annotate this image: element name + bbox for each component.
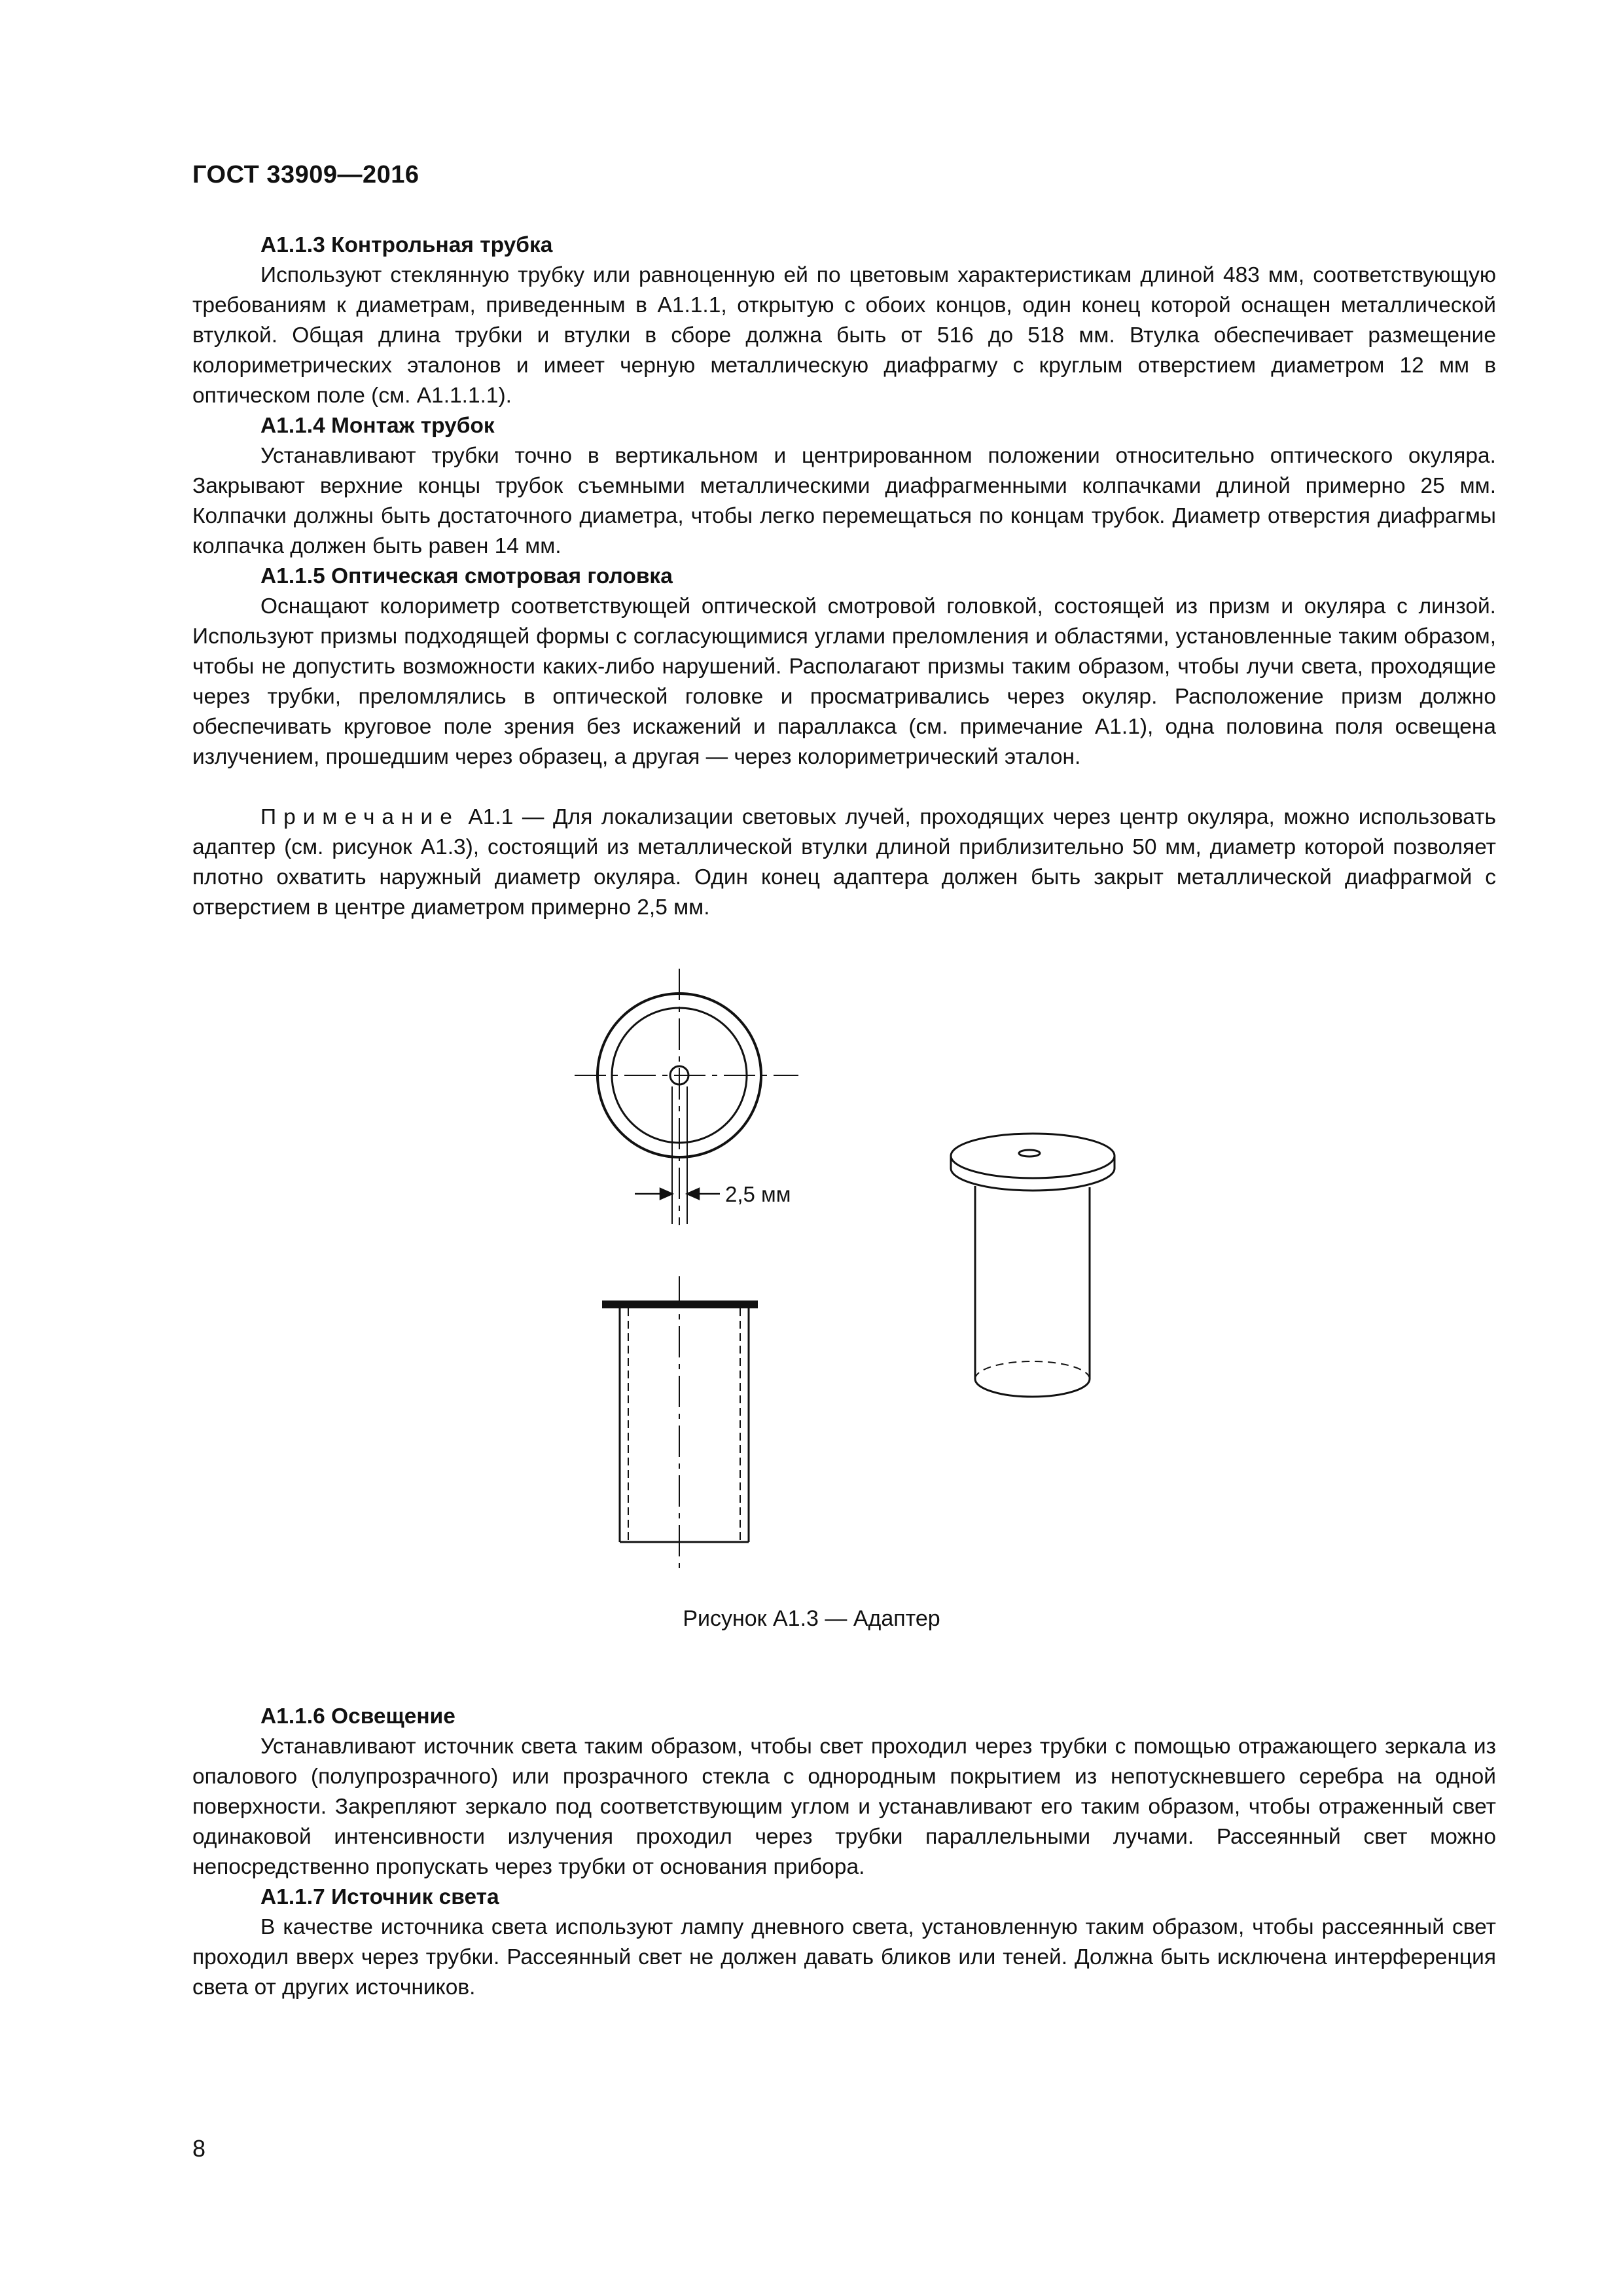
section-a113-body: Используют стеклянную трубку или равноценную ей по цветовым характеристикам длиной 483 мм, соответствующую требованиям к диаметрам, приведенным в А1.1.1, открытую с обоих концов, один конец которой оснащен металлической втулкой. Общая длина трубки и втулки в сборе должна быть от 516 до 518 мм. Втулка обеспечивает размещение колориметрических эталонов и имеет черную металлическую диафрагму с круглым отверстием диаметром 12 мм в оптическом поле (см. А1.1.1.1). — [192, 263, 1496, 408]
figure-caption: Рисунок А1.3 — Адаптер — [683, 1606, 940, 1631]
note-text: А1.1 — Для локализации световых лучей, проходящих через центр окуляра, можно использовать адаптер (см. рисунок А1.3), состоящий из металлической втулки длиной приблизительно 50 мм, диаметр которой позволяет плотно охватить наружный диаметр окуляра. Один конец адаптера должен быть закрыт металлической диафрагмой с отверстием в центре диаметром примерно 2,5 мм. — [192, 805, 1496, 920]
section-a117-body: В качестве источника света используют лампу дневного света, установленную таким образом, чтобы рассеянный свет проходил вверх через трубки. Рассеянный свет не должен давать бликов или теней. Должна быть исключена интерференция света от других источников. — [192, 1915, 1496, 2000]
adapter-perspective-view — [951, 1134, 1115, 1397]
figure-adapter — [0, 942, 1623, 1623]
section-a114-heading: А1.1.4 Монтаж трубок — [260, 414, 495, 438]
dimension-arrows — [635, 1189, 720, 1199]
dimension-label: 2,5 мм — [725, 1182, 791, 1206]
section-a117-heading: А1.1.7 Источник света — [260, 1885, 499, 1909]
section-a115-body: Оснащают колориметр соответствующей оптической смотровой головкой, состоящей из призм и окуляра с линзой. Используют призмы подходящей формы с согласующимися углами преломления и областями, установленные таким образом, чтобы не допустить возможности каких-либо нарушений. Располагают призмы таким образом, чтобы лучи света, проходящие через трубки, преломлялись в оптической головке и просматривались через окуляр. Расположение призм должно обеспечивать круговое поле зрения без искажений и параллакса (см. примечание А1.1), одна половина поля освещена излучением, прошедшим через образец, а другая — через колориметрический эталон. — [192, 594, 1496, 769]
sections-bottom — [192, 1702, 1496, 2003]
adapter-side-view — [602, 1276, 758, 1570]
section-a116-body: Устанавливают источник света таким образом, чтобы свет проходил через трубки с помощью отражающего зеркала из опалового (полупрозрачного) или прозрачного стекла с однородным покрытием из непотускневшего серебра на одной поверхности. Закрепляют зеркало под соответствующим углом и устанавливают его таким образом, чтобы отраженный свет одинаковой интенсивности излучения проходил через трубки параллельными лучами. Рассеянный свет можно непосредственно пропускать через трубки от основания прибора. — [192, 1734, 1496, 1879]
adapter-drawing — [0, 942, 1623, 1623]
section-a115-heading: А1.1.5 Оптическая смотровая головка — [260, 564, 673, 588]
note-label: Примечание — [260, 805, 459, 829]
sections-top — [192, 230, 1496, 923]
document-id: ГОСТ 33909—2016 — [192, 161, 419, 188]
note-a11 — [192, 802, 1496, 923]
section-a116-heading: А1.1.6 Освещение — [260, 1704, 455, 1729]
page-number: 8 — [192, 2135, 206, 2162]
section-a114-body: Устанавливают трубки точно в вертикальном и центрированном положении относительно оптического окуляра. Закрывают верхние концы трубок съемными металлическими диафрагменными колпачками длиной примерно 25 мм. Колпачки должны быть достаточного диаметра, чтобы легко перемещаться по концам трубок. Диаметр отверстия диафрагмы колпачка должен быть равен 14 мм. — [192, 444, 1496, 558]
section-a113-heading: А1.1.3 Контрольная трубка — [260, 233, 553, 257]
